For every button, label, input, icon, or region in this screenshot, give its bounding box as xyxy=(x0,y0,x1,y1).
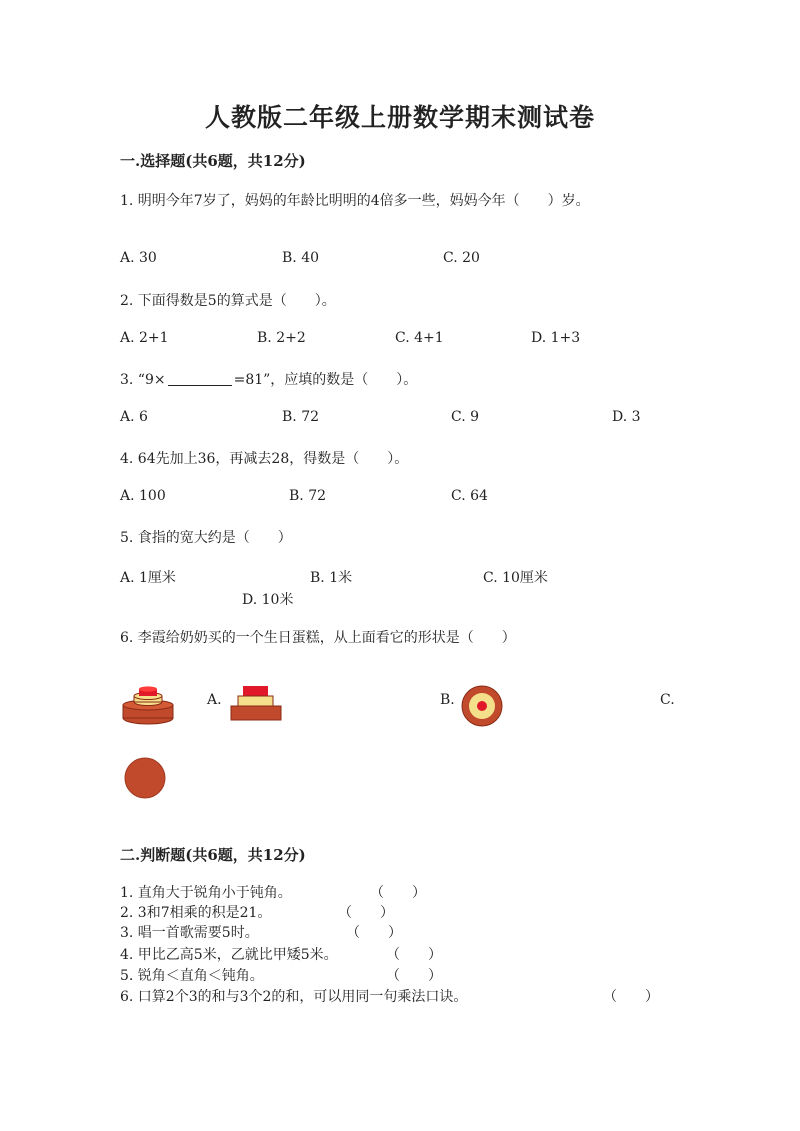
answer-blank xyxy=(168,371,232,386)
page-title: 人教版二年级上册数学期末测试卷 xyxy=(204,103,595,132)
question-2: 2. 下面得数是5的算式是（ ）。 xyxy=(120,293,336,309)
section-heading-choice: 一.选择题(共6题，共12分) xyxy=(120,152,306,170)
q4-option-b: B. 72 xyxy=(289,488,327,504)
judgement-paren-3: （ ） xyxy=(346,925,402,941)
cake-front-view-icon xyxy=(230,685,282,721)
cake-top-view-rings-icon xyxy=(460,684,504,728)
q6-option-c: C. xyxy=(660,692,675,708)
judgement-item-6: 6. 口算2个3的和与3个2的和，可以用同一句乘法口诀。 xyxy=(120,989,468,1005)
judgement-paren-4: （ ） xyxy=(386,947,442,963)
question-3 xyxy=(120,369,417,389)
q5-option-b: B. 1米 xyxy=(310,570,353,586)
q6-option-b: B. xyxy=(440,692,455,708)
q1-option-a: A. 30 xyxy=(120,250,157,266)
question-4: 4. 64先加上36，再减去28，得数是（ ）。 xyxy=(120,451,409,467)
q2-option-c: C. 4+1 xyxy=(395,330,444,346)
q3-option-d: D. 3 xyxy=(612,409,641,425)
judgement-item-3: 3. 唱一首歌需要5时。 xyxy=(120,925,259,941)
judgement-item-5: 5. 锐角＜直角＜钝角。 xyxy=(120,968,264,984)
q2-option-d: D. 1+3 xyxy=(531,330,581,346)
q3-option-c: C. 9 xyxy=(451,409,480,425)
judgement-paren-5: （ ） xyxy=(386,968,442,984)
q5-option-d: D. 10米 xyxy=(242,592,294,608)
judgement-item-2: 2. 3和7相乘的积是21。 xyxy=(120,905,272,921)
q4-option-a: A. 100 xyxy=(120,488,166,504)
judgement-item-1: 1. 直角大于锐角小于钝角。 xyxy=(120,885,292,901)
judgement-paren-6: （ ） xyxy=(603,989,659,1005)
q1-option-c: C. 20 xyxy=(443,250,480,266)
judgement-paren-1: （ ） xyxy=(370,885,426,901)
judgement-paren-2: （ ） xyxy=(338,905,394,921)
q5-option-a: A. 1厘米 xyxy=(120,570,176,586)
cake-solid-circle-icon xyxy=(123,756,167,800)
section-heading-judgement: 二.判断题(共6题，共12分) xyxy=(120,846,306,864)
q6-option-a: A. xyxy=(207,692,222,708)
q5-option-c: C. 10厘米 xyxy=(483,570,548,586)
q3-text-before: 3. “9× xyxy=(120,372,166,388)
q2-option-a: A. 2+1 xyxy=(120,330,169,346)
q2-option-b: B. 2+2 xyxy=(257,330,306,346)
q4-option-c: C. 64 xyxy=(451,488,488,504)
q3-option-a: A. 6 xyxy=(120,409,148,425)
cake-3d-icon xyxy=(120,684,180,726)
question-5: 5. 食指的宽大约是（ ） xyxy=(120,530,292,546)
q3-text-after: =81”，应填的数是（ ）。 xyxy=(233,372,418,388)
question-1: 1. 明明今年7岁了，妈妈的年龄比明明的4倍多一些，妈妈今年（ ）岁。 xyxy=(120,193,590,209)
question-6: 6. 李霞给奶奶买的一个生日蛋糕，从上面看它的形状是（ ） xyxy=(120,630,516,646)
q3-option-b: B. 72 xyxy=(282,409,320,425)
q1-option-b: B. 40 xyxy=(282,250,320,266)
judgement-item-4: 4. 甲比乙高5米，乙就比甲矮5米。 xyxy=(120,947,338,963)
